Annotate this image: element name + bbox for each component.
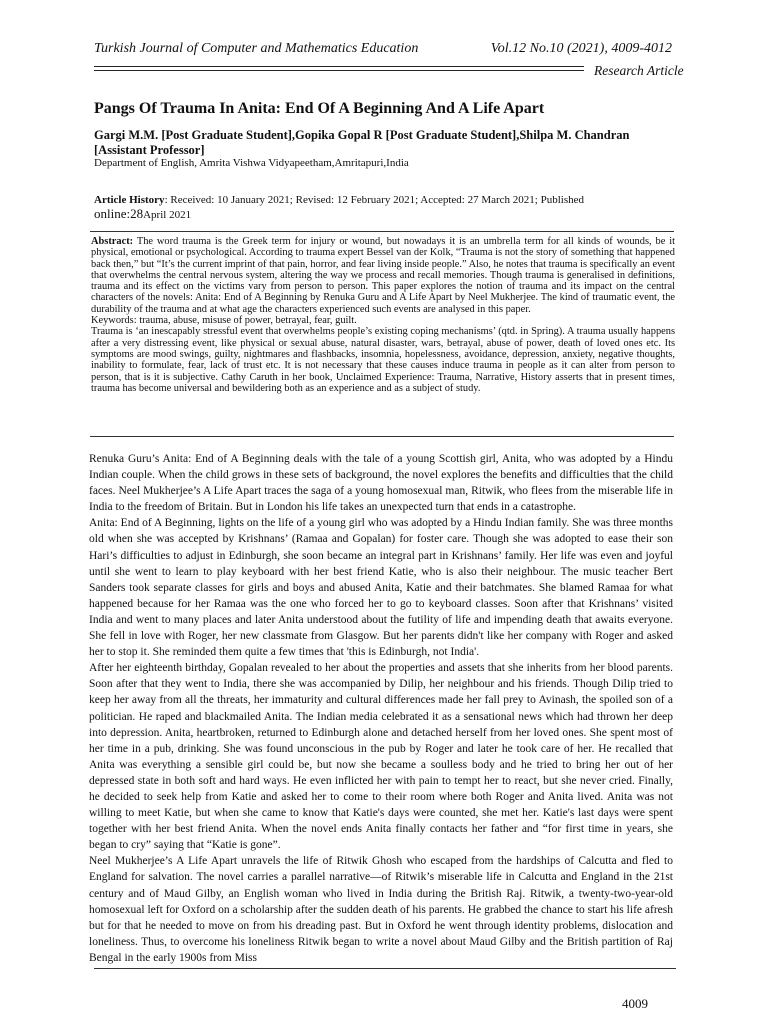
footer-rule bbox=[94, 968, 676, 969]
abstract-label: Abstract: bbox=[91, 236, 134, 247]
body-paragraph: After her eighteenth birthday, Gopalan revealed to her about the properties and assets that she inherits from her blood parents. Soon after that they went to India, there she was accompanied by Dilip, her neighbour and his friends. Though Dilip tried to keep her away from all the threats, her immaturity and cultural differences made her fall prey to Avinash, the spoiled son of a politician. He raped and blackmailed Anita. The Indian media celebrated it as a sensational news which had thrown her deep into depression. Anita, heartbroken, returned to Edinburgh alone and detached herself from her loved ones. She spent most of her time in a pub, drinking. She was found unconscious in the pub by Roger and later he took care of her. He recalled that Anita was everything a sensible girl could be, but now she became a soulless body and he tried to bring her out of her depressed state in both soft and hard ways. He even inflicted her with pain to tempt her to react, but she never cried. Finally, he decided to seek help from Katie and asked her to come to their room where both Roger and Anita lived. Anita was not willing to meet Katie, but when she came to know that Katie's days were counted, she met her. Katie's last days were spent together with her best friend Anita. When the novel ends Anita finally contacts her father and “for first time in years, she began to cry” saying that “Katie is gone”. bbox=[89, 662, 673, 852]
body-paragraph: Anita: End of A Beginning, lights on the life of a young girl who was adopted by a Hindu Indian family. She was three months old when she was accepted by Krishnans’ (Ramaa and Gopalan) for foster care. Though she was adopted to ease their son Hari’s difficulties to adjust in Edinburgh, she soon became an integral part in Krishnans’ family. Her life was even and joyful until she went to learn to play keyboard with her best friend Katie, who is also their neighbour. The music teacher Bert Sanders took separate classes for girls and boys and abused Anita, Katie and their batchmates. She blamed Ramaa for what happened because for her Ramaa was the one who forced her to go to keyboard classes. Soon after that Krishnans’ visited India and went to many places and later Anita understood about the futility of life and impending death that awaits everyone. She fell in love with Roger, her new classmate from Glasgow. But her parents didn't like her company with Roger and asked her to stop it. She reminded them quite a few times that 'this is Edinburgh, not India'. bbox=[89, 517, 673, 659]
online-prefix: online:28 bbox=[94, 206, 144, 221]
body-text bbox=[89, 451, 673, 966]
article-history bbox=[94, 193, 684, 222]
body-paragraph: Renuka Guru’s Anita: End of A Beginning deals with the tale of a young Scottish girl, Anita, who was adopted by a Hindu Indian couple. When the child grows in these sets of background, the novel explores the benefits and difficulties that the child faces. Neel Mukherjee’s A Life Apart traces the saga of a young homosexual man, Ritwik, who flees from the miserable life in India to the freedom of Britain. But in London his life takes an unexpected turn that ends in a catastrophe. bbox=[89, 453, 673, 514]
abstract-paragraph-2: Trauma is ‘an inescapably stressful event that overwhelms people’s existing coping mechanisms’ (qtd. in Spring). A trauma usually happens after a very distressing event, like physical or sexual abuse, natural disaster, wars, betrayal, abuse of power, death of loved ones etc. Its symptoms are mood swings, guilty, nightmares and flashbacks, insomnia, hopelessness, avoidance, depression, anxiety, negative thoughts, inability to formulate, fear, lack of trust etc. It is not necessary that these causes induce trauma in people as it can alter from person to person, that is it is subjective. Cathy Caruth in her book, Unclaimed Experience: Trauma, Narrative, History asserts that in present times, trauma has become universal and bewildering both as an experience and as a subject of study. bbox=[91, 326, 675, 394]
header-rule-thick bbox=[94, 66, 584, 67]
abstract-section bbox=[91, 236, 675, 394]
keywords: Keywords: trauma, abuse, misuse of power, betrayal, fear, guilt. bbox=[91, 315, 357, 327]
article-type: Research Article bbox=[594, 63, 684, 78]
body-paragraph: Neel Mukherjee’s A Life Apart unravels the life of Ritwik Ghosh who escaped from the hardships of Calcutta and fled to England for salvation. The novel carries a parallel narrative—of Ritwik’s miserable life in Calcutta and England in the 21st century and of Maud Gilby, an English woman who lived in India during the British Raj. Ritwik, a twenty-two-year-old homosexual left for Oxford on a scholarship after the sudden death of his parents. He grabbed the chance to start his life afresh but for that he needed to move on from his dreading past. But in Oxford he went through identity problems, dislocation and loneliness. Thus, to overcome his loneliness Ritwik began to write a novel about Maud Gilby and the British partition of Raj Bengal in the early 1900s from Miss bbox=[89, 855, 673, 964]
header-rule-thin bbox=[94, 70, 584, 71]
history-label: Article History bbox=[94, 194, 165, 206]
paper-title: Pangs Of Trauma In Anita: End Of A Beginning And A Life Apart bbox=[94, 100, 545, 117]
journal-name: Turkish Journal of Computer and Mathematics Education bbox=[94, 41, 419, 56]
volume-info: Vol.12 No.10 (2021), 4009-4012 bbox=[490, 41, 672, 56]
page-number: 4009 bbox=[622, 996, 648, 1011]
author-list: Gargi M.M. [Post Graduate Student],Gopika Gopal R [Post Graduate Student],Shilpa M. Chandran [Assistant Professor] bbox=[94, 128, 630, 157]
online-date: April 2021 bbox=[143, 209, 192, 221]
affiliation: Department of English, Amrita Vishwa Vidyapeetham,Amritapuri,India bbox=[94, 157, 409, 169]
history-dates: : Received: 10 January 2021; Revised: 12 February 2021; Accepted: 27 March 2021; Published bbox=[164, 194, 585, 206]
running-header bbox=[94, 41, 672, 57]
abstract-text: The word trauma is the Greek term for injury or wound, but nowadays it is an umbrella term for all kinds of wounds, be it physical, emotional or psychological. According to trauma expert Bessel van der Kolk, “Trauma is not the story of something that happened back then,” but “It’s the current imprint of that pain, horror, and fear living inside people.” Also, he notes that trauma is specifically an event that overwhelms the central nervous system, altering the way we process and recall memories. Though trauma is generalised in definitions, trauma and its effect on the victims vary from person to person. This paper explores the notion of trauma and its impact on the central characters of the novels: Anita: End of A Beginning by Renuka Guru and A Life Apart by Neel Mukherjee. The kind of traumatic event, the durability of the trauma and at what age the characters experienced such events are analysed in this paper. bbox=[91, 236, 675, 315]
